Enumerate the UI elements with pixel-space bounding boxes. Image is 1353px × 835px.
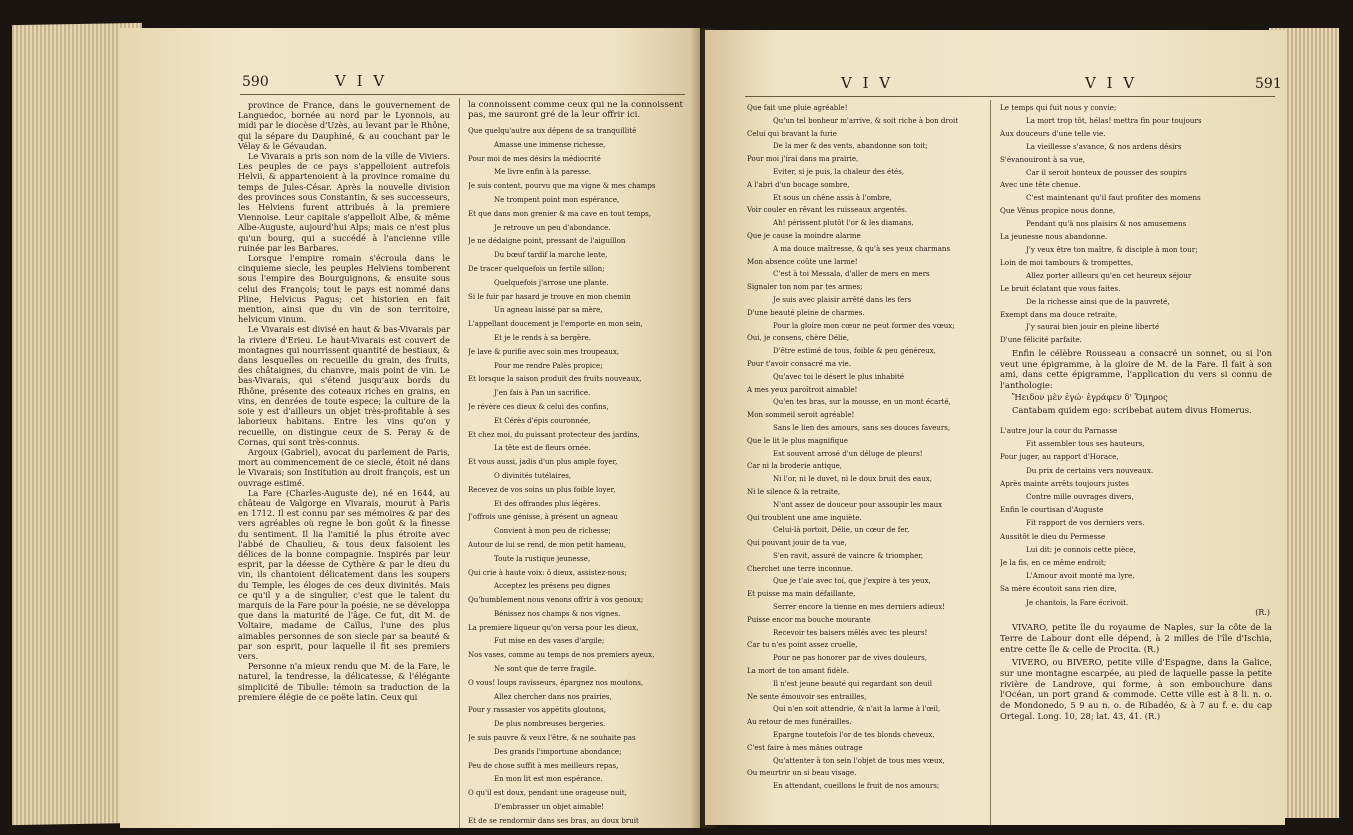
paragraph: Enfin le célèbre Rousseau a consacré un sonnet, ou si l'on veut une épigramme, à la gloire de M. de la Fare. Il fait à son ami, dans cette épigramme, l'application du vers si connu de l'anthologie: xyxy=(1000,348,1272,390)
verse-line: C'est à toi Messala, d'aller de mers en mers xyxy=(773,269,930,279)
paragraph: Le Vivarais a pris son nom de la ville de Viviers. Les peuples de ce pays s'appelloient autrefois Helvii, & appartenoient à la province romaine du temps de Jules-César. Après la nouvelle division des provinces sous Constantin, & ses successeurs, les Helviens furent attribués à la premiere Viennoise. Leur capitale s'appelloit Albe, & même Albe-Auguste, aujourd'hui Alps; mais ce n'est plus qu'un bourg, qui a succédé à l'ancienne ville ruinée par les Barbares. xyxy=(238,151,450,253)
verse-line: Car ni la broderie antique, xyxy=(747,461,843,471)
verse-line: Eviter, si je puis, la chaleur des étés, xyxy=(773,166,905,176)
verse-line: L'Amour avoit monté ma lyre, xyxy=(1026,571,1135,581)
verse-line: L'appellant doucement je l'emporte en mon sein, xyxy=(468,319,643,329)
verse-line: A ma douce maîtresse, & qu'à ses yeux charmans xyxy=(773,243,951,253)
verse-line: Recevez de vos soins un plus foible loyer, xyxy=(468,484,616,494)
verse-line: Allez chercher dans nos prairies, xyxy=(494,691,612,701)
verse-line: Ne trompent point mon espérance, xyxy=(494,194,620,204)
verse-line: Et que dans mon grenier & ma cave en tout temps, xyxy=(468,208,651,218)
verse-line: Des grands l'importune abondance; xyxy=(494,746,622,756)
verse-line: J'y veux être ton maître, & disciple à mon tour; xyxy=(1026,244,1198,254)
verse-line: Mon absence coûte une larme! xyxy=(747,256,858,266)
verse-line: D'une félicité parfaite. xyxy=(1000,335,1082,345)
paragraph: Lorsque l'empire romain s'écroula dans le cinquieme siecle, les peuples Helviens tomberent sous l'empire des Bourguignons, & ensuite sous celui des François; tout le pays est nommé dans Pline, Helvicus Pagus; cet historien en fait mention, ainsi que du vin de son territoire, helvicum vinum. xyxy=(238,253,450,325)
verse-line: De la richesse ainsi que de la pauvreté, xyxy=(1026,296,1170,306)
verse-line: Ou meurtrir un si beau visage. xyxy=(747,768,857,778)
verse-line: Ni le silence & la retraite, xyxy=(747,486,841,496)
column-divider xyxy=(459,98,460,828)
verse-line: Allez porter ailleurs qu'en cet heureux séjour xyxy=(1026,270,1192,280)
verse-line: Cherchet une terre inconnue. xyxy=(747,563,853,573)
verse-line: Avec une tête chenue. xyxy=(1000,180,1081,190)
verse-line: L'autre jour la cour du Parnasse xyxy=(1000,426,1118,435)
verse-line: Aussitôt le dieu du Permesse xyxy=(1000,531,1106,541)
verse-line: Pour juger, au rapport d'Horace, xyxy=(1000,452,1119,462)
verse-line: Je lave & purifie avec soin mes troupeaux, xyxy=(468,346,620,356)
elegy-verse-continued xyxy=(747,102,985,793)
dictionary-entry: VIVARO, petite île du royaume de Naples, sur la côte de la Terre de Labour dont elle dépend, à 2 milles de l'île d'Ischia, entre cette île & celle de Procita. (R.) xyxy=(1000,622,1272,654)
elegy-verse xyxy=(468,124,686,828)
verse-line: Que je cause la moindre alarme xyxy=(747,230,861,240)
verse-line: D'une beauté pleine de charmes. xyxy=(747,307,865,317)
verse-line: S'évanouiront à sa vue, xyxy=(1000,154,1086,164)
header-rule xyxy=(745,96,1275,97)
verse-line: S'en ravit, assuré de vaincre & triompher, xyxy=(773,550,924,560)
verse-line: Qui crie à haute voix: ô dieux, assistez-nous; xyxy=(468,567,627,577)
verse-line: Toute la rustique jeunesse, xyxy=(494,553,591,563)
verse-line: Je la fis, en ce même endroit; xyxy=(1000,558,1107,568)
verse-line: Serrer encore la tienne en mes derniers adieux! xyxy=(773,602,946,612)
verse-line: Du bœuf tardif la marche lente, xyxy=(494,250,608,260)
verse-line: Qu'avec toi le désert le plus inhabité xyxy=(773,371,905,381)
right-page xyxy=(705,30,1285,825)
verse-line: Pour moi de mes désirs la médiocrité xyxy=(468,153,601,163)
verse-line: Bénissez nos champs & nos vignes. xyxy=(494,608,621,618)
verse-line: Convient à mon peu de richesse; xyxy=(494,526,611,536)
verse-line: La vieillesse s'avance, & nos ardens désirs xyxy=(1026,141,1182,151)
verse-line: Je ne dédaigne point, pressant de l'aiguillon xyxy=(468,236,626,246)
right-column-intro: la connoissent comme ceux qui ne la connoissent pas, me sauront gré de la leur offrir ici. xyxy=(468,100,683,121)
verse-line: Et sous un chêne assis à l'ombre, xyxy=(773,192,892,202)
verse-line: Et des offrandes plus légères. xyxy=(494,498,601,508)
verse-line: Pour la gloire mon cœur ne peut former des vœux; xyxy=(773,320,955,330)
verse-line: Pendant qu'à nos plaisirs & nos amusemens xyxy=(1026,219,1187,229)
verse-line: Qui pouvant jouir de ta vue, xyxy=(747,538,847,548)
verse-line: De la mer & des vents, abandonne son toit; xyxy=(773,141,928,151)
verse-line: Fit rapport de vos derniers vers. xyxy=(1026,518,1145,528)
verse-line: Que le lit le plus magnifique xyxy=(747,435,848,445)
verse-line: Contre mille ouvrages divers, xyxy=(1026,492,1134,502)
verse-line: Je chantois, la Fare écrivoit. xyxy=(1026,597,1129,607)
verse-line: La tête est de fleurs ornée. xyxy=(494,443,591,453)
paragraph: Le Vivarais est divisé en haut & bas-Vivarais par la riviere d'Erieu. Le haut-Vivarais est couvert de montagnes qui nourrissent quantité de bestiaux, & dans lesquelles on recueille du grain, des fruits, des châtaignes, du chanvre, mais point de vin. Le bas-Vivarais, qui s'étend jusqu'aux bords du Rhône, présente des coteaux riches en grains, en vins, en denrées de toute espece; la culture de la soie y est d'ailleurs un objet très-profitable à ses laborieux habitans. Entre les vins qu'on y recueille, on distingue ceux de S. Peray & de Cornas, qui sont très-connus. xyxy=(238,324,450,447)
verse-line: D'être estimé de tous, foible & peu généreux, xyxy=(773,346,936,356)
verse-line: Qui troublent une ame inquiète. xyxy=(747,512,862,522)
verse-line: Autour de lui se rend, de mon petit hameau, xyxy=(468,539,627,549)
verse-line: A mes yeux paroîtroit aimable! xyxy=(747,384,858,394)
verse-line: La jeunesse nous abandonne. xyxy=(1000,232,1108,242)
verse-line: Je suis content, pourvu que ma vigne & mes champs xyxy=(468,181,656,191)
verse-line: Pour moi j'irai dans ma prairie, xyxy=(747,154,859,164)
verse-line: Ah! périssent plutôt l'or & les diamans, xyxy=(773,218,914,228)
verse-line: N'ont assez de douceur pour assoupir les maux xyxy=(773,499,943,509)
verse-line: O divinités tutélaires, xyxy=(494,470,572,480)
verse-line: De tracer quelquefois un fertile sillon; xyxy=(468,263,605,273)
verse-line: Ne sente émouvoir ses entrailles, xyxy=(747,691,867,701)
verse-line: Sans le lien des amours, sans ses douces faveurs, xyxy=(773,422,951,432)
verse-line: Car tu n'es point assez cruelle, xyxy=(747,640,858,650)
verse-line: Enfin le courtisan d'Auguste xyxy=(1000,505,1104,515)
verse-line: J'offrois une génisse, à présent un agneau xyxy=(468,512,618,522)
verse-line: Du prix de certains vers nouveaux. xyxy=(1026,465,1154,475)
verse-line: O vous! loups ravisseurs, épargnez nos moutons, xyxy=(468,677,644,687)
running-head: V I V xyxy=(335,72,388,90)
verse-line: Qu'en tes bras, sur la mousse, en un mont écarté, xyxy=(773,397,951,407)
verse-line: Celui-là portoit, Délie, un cœur de fer, xyxy=(773,525,910,535)
verse-line: Je retrouve un peu d'abondance. xyxy=(494,222,611,232)
verse-line: Voir couler en rêvant les ruisseaux argentés. xyxy=(747,205,908,215)
verse-line: La mort de ton amant fidèle. xyxy=(747,666,850,676)
verse-line: Oui, je consens, chère Délie, xyxy=(747,333,849,343)
verse-line: Exempt dans ma douce retraite, xyxy=(1000,309,1118,319)
verse-line: Au retour de mes funérailles. xyxy=(747,717,852,727)
dictionary-entries xyxy=(1000,622,1272,724)
paragraph: La Fare (Charles-Auguste de), né en 1644, au château de Valgorge en Vivarais, mourut à Paris en 1712. Il est connu par ses mémoires & par des vers agréables où regne le bon goût & la finesse du sentiment. Il lia l'amitié la plus étroite avec l'abbé de Chaulieu, & tous deux faisoient les délices de la bonne compagnie. Inspirés par leur esprit, par la déesse de Cythère & par le dieu du vin, ils chantoient délicatement dans les soupers du Temple, les éloges de ces deux divinités. Mais ce qu'il y a de singulier, c'est que le talent du marquis de la Fare pour la poésie, ne se développa que dans la maturité de l'âge. Ce fut, dit M. de Voltaire, madame de Caïlus, l'une des plus aimables personnes de son siecle par sa beauté & par son esprit, pour laquelle il fit ses premiers vers. xyxy=(238,487,450,661)
verse-line: Aux douceurs d'une telle vie. xyxy=(1000,128,1106,138)
verse-line: Pour t'avoir consacré ma vie. xyxy=(747,358,851,368)
verse-line: Amasse une immense richesse, xyxy=(494,139,606,149)
verse-line: Fut mise en des vases d'argile; xyxy=(494,636,605,646)
verse-line: Que quelqu'autre aux dépens de sa tranquillité xyxy=(468,126,637,135)
verse-line: Et de se rendormir dans ses bras, au doux bruit xyxy=(468,815,639,825)
verse-line: Acceptez les présens peu dignes xyxy=(494,581,611,591)
verse-line: Je suis pauvre & veux l'être, & ne souhaite pas xyxy=(468,733,636,743)
paragraph: Cantabam quidem ego: scribebat autem divus Homerus. xyxy=(1012,404,1252,415)
verse-line: Je révère ces dieux & celui des confins, xyxy=(468,401,609,411)
verse-line: Loin de moi tambours & trompettes, xyxy=(1000,257,1134,267)
left-text-column xyxy=(238,100,450,702)
left-page xyxy=(120,28,700,828)
verse-line: Est souvent arrosé d'un déluge de pleurs! xyxy=(773,448,923,458)
verse-line: Puisse encor ma bouche mourante xyxy=(747,614,871,624)
epigram-verse xyxy=(1000,424,1270,609)
verse-line: Sa mère écoutoit sans rien dire, xyxy=(1000,584,1117,594)
verse-line: De plus nombreuses bergeries. xyxy=(494,719,606,729)
verse-line: Que fait une pluie agréable! xyxy=(747,103,848,112)
verse-line: A l'abri d'un bocage sombre, xyxy=(747,179,850,189)
verse-line: Que Vénus propice nous donne, xyxy=(1000,206,1116,216)
verse-line: Et lorsque la saison produit des fruits nouveaux, xyxy=(468,374,642,384)
page-number: 591 xyxy=(1255,76,1282,92)
verse-line: Epargne toutefois l'or de tes blonds cheveux, xyxy=(773,730,935,740)
verse-line: Qu'humblement nous venons offrir à vos genoux; xyxy=(468,595,644,605)
verse-line: Et vous aussi, jadis d'un plus ample foyer, xyxy=(468,457,618,467)
verse-line: C'est maintenant qu'il faut profiter des momens xyxy=(1026,193,1201,203)
page-number: 590 xyxy=(242,74,269,90)
verse-line: Ni l'or, ni le duvet, ni le doux bruit des eaux, xyxy=(773,474,932,484)
verse-line: Pour me rendre Palès propice; xyxy=(494,360,603,370)
verse-line: Et Cérès d'épis couronnée, xyxy=(494,415,591,425)
dictionary-entry: VIVERO, ou BIVERO, petite ville d'Espagne, dans la Galice, sur une montagne escarpée, au pied de laquelle passe la petite rivière de Landrove, qui forme, à son embouchure dans l'Océan, un port grand & commode. Cette ville est à 8 li. n. o. de Mondonedo, 5 9 au n. o. de Ribadéo, & à 7 au f. e. du cap Ortegal. Long. 10, 28; lat. 43, 41. (R.) xyxy=(1000,656,1272,722)
verse-line: Quelquefois j'arrose une plante. xyxy=(494,277,609,287)
running-head: V I V xyxy=(841,74,894,92)
verse-line: Qu'un tel bonheur m'arrive, & soit riche à bon droit xyxy=(773,115,959,125)
column-divider xyxy=(990,100,991,825)
verse-line: Et puisse ma main défaillante, xyxy=(747,589,856,599)
verse-line: Pour ne pas honorer par de vives douleurs, xyxy=(773,653,928,663)
paragraph: Personne n'a mieux rendu que M. de la Fare, le naturel, la tendresse, la délicatesse, & l'élégante simplicité de Tibulle: témoin sa traduction de la premiere élégie de ce poëte latin. Ceux qui xyxy=(238,661,450,702)
verse-line: Pour y rassasier vos appétits gloutons, xyxy=(468,705,606,715)
verse-line: Car il seroit honteux de pousser des soupirs xyxy=(1026,167,1187,177)
verse-line: La premiere liqueur qu'on versa pour les dieux, xyxy=(468,622,639,632)
verse-line: C'est faire à mes mânes outrage xyxy=(747,742,863,752)
verse-line: Après mainte arrêts toujours justes xyxy=(1000,478,1129,488)
verse-line: Me livre enfin à la paresse. xyxy=(494,167,592,177)
verse-line: J'y saurai bien jouir en pleine liberté xyxy=(1026,322,1160,332)
verse-line: J'en fais à Pan un sacrifice. xyxy=(494,388,591,398)
paragraph: province de France, dans le gouvernement de Languedoc, bornée au nord par le Lyonnois, au midi par le diocèse d'Uzès, au levant par le Rhône, qui la sépare du Dauphiné, & au couchant par le Vélay & le Gévaudan. xyxy=(238,100,450,151)
verse-line: Et je le rends à sa bergère. xyxy=(494,332,591,342)
verse-line: Recevoir tes baisers mêlés avec tes pleurs! xyxy=(773,627,928,637)
verse-line: Peu de chose suffit à mes meilleurs repas, xyxy=(468,760,619,770)
verse-line: En attendant, cueillons le fruit de nos amours; xyxy=(773,781,940,791)
verse-line: Celui qui bravant la furie xyxy=(747,128,837,138)
header-rule xyxy=(240,94,685,95)
verse-line: Ne sont que de terre fragile. xyxy=(494,664,597,674)
verse-line: Je suis avec plaisir arrêté dans les fers xyxy=(773,294,912,304)
verse-line: Lui dit: je connois cette pièce, xyxy=(1026,544,1136,554)
verse-line: Le bruit éclatant que vous faites. xyxy=(1000,283,1121,293)
verse-line: Qui n'en soit attendrie, & n'ait la larme à l'œil, xyxy=(773,704,941,714)
verse-line: O qu'il est doux, pendant une orageuse nuit, xyxy=(468,788,627,798)
verse-line: Que je t'aie avec toi, que j'expire à tes yeux, xyxy=(773,576,931,586)
elegy-verse-ending xyxy=(1000,102,1270,347)
verse-line: Et chez moi, du puissant protecteur des jardins, xyxy=(468,429,640,439)
verse-line: La mort trop tôt, hélas! mettra fin pour toujours xyxy=(1026,115,1202,125)
verse-line: Signaler ton nom par tes armes; xyxy=(747,282,863,292)
verse-line: D'embrasser un objet aimable! xyxy=(494,802,605,812)
signature: (R.) xyxy=(1255,608,1270,617)
paragraph: Ἤειδον μὲν ἐγώ· ἐγράφεν δ' Ὅμηρος xyxy=(1012,392,1168,403)
verse-line: Il n'est jeune beauté qui regardant son deuil xyxy=(773,678,932,688)
verse-line: Si le fuir par hasard je trouve en mon chemin xyxy=(468,291,631,301)
verse-line: Un agneau laissé par sa mère, xyxy=(494,305,603,315)
verse-line: Nos vases, comme au temps de nos premiers ayeux, xyxy=(468,650,655,660)
running-head: V I V xyxy=(1085,74,1138,92)
verse-line: Fit assembler tous ses hauteurs, xyxy=(1026,439,1145,449)
verse-line: En mon lit est mon espérance. xyxy=(494,774,603,784)
rousseau-paragraph xyxy=(1000,348,1272,418)
verse-line: Qu'attenter à ton sein l'objet de tous mes vœux, xyxy=(773,755,945,765)
verse-line: Le temps qui fuit nous y convie; xyxy=(1000,103,1117,112)
paragraph: Argoux (Gabriel), avocat du parlement de Paris, mort au commencement de ce siecle, étoit né dans le Vivarais; son Institution au droit françois, est un ouvrage estimé. xyxy=(238,446,450,488)
verse-line: Mon sommeil seroit agréable! xyxy=(747,410,855,420)
